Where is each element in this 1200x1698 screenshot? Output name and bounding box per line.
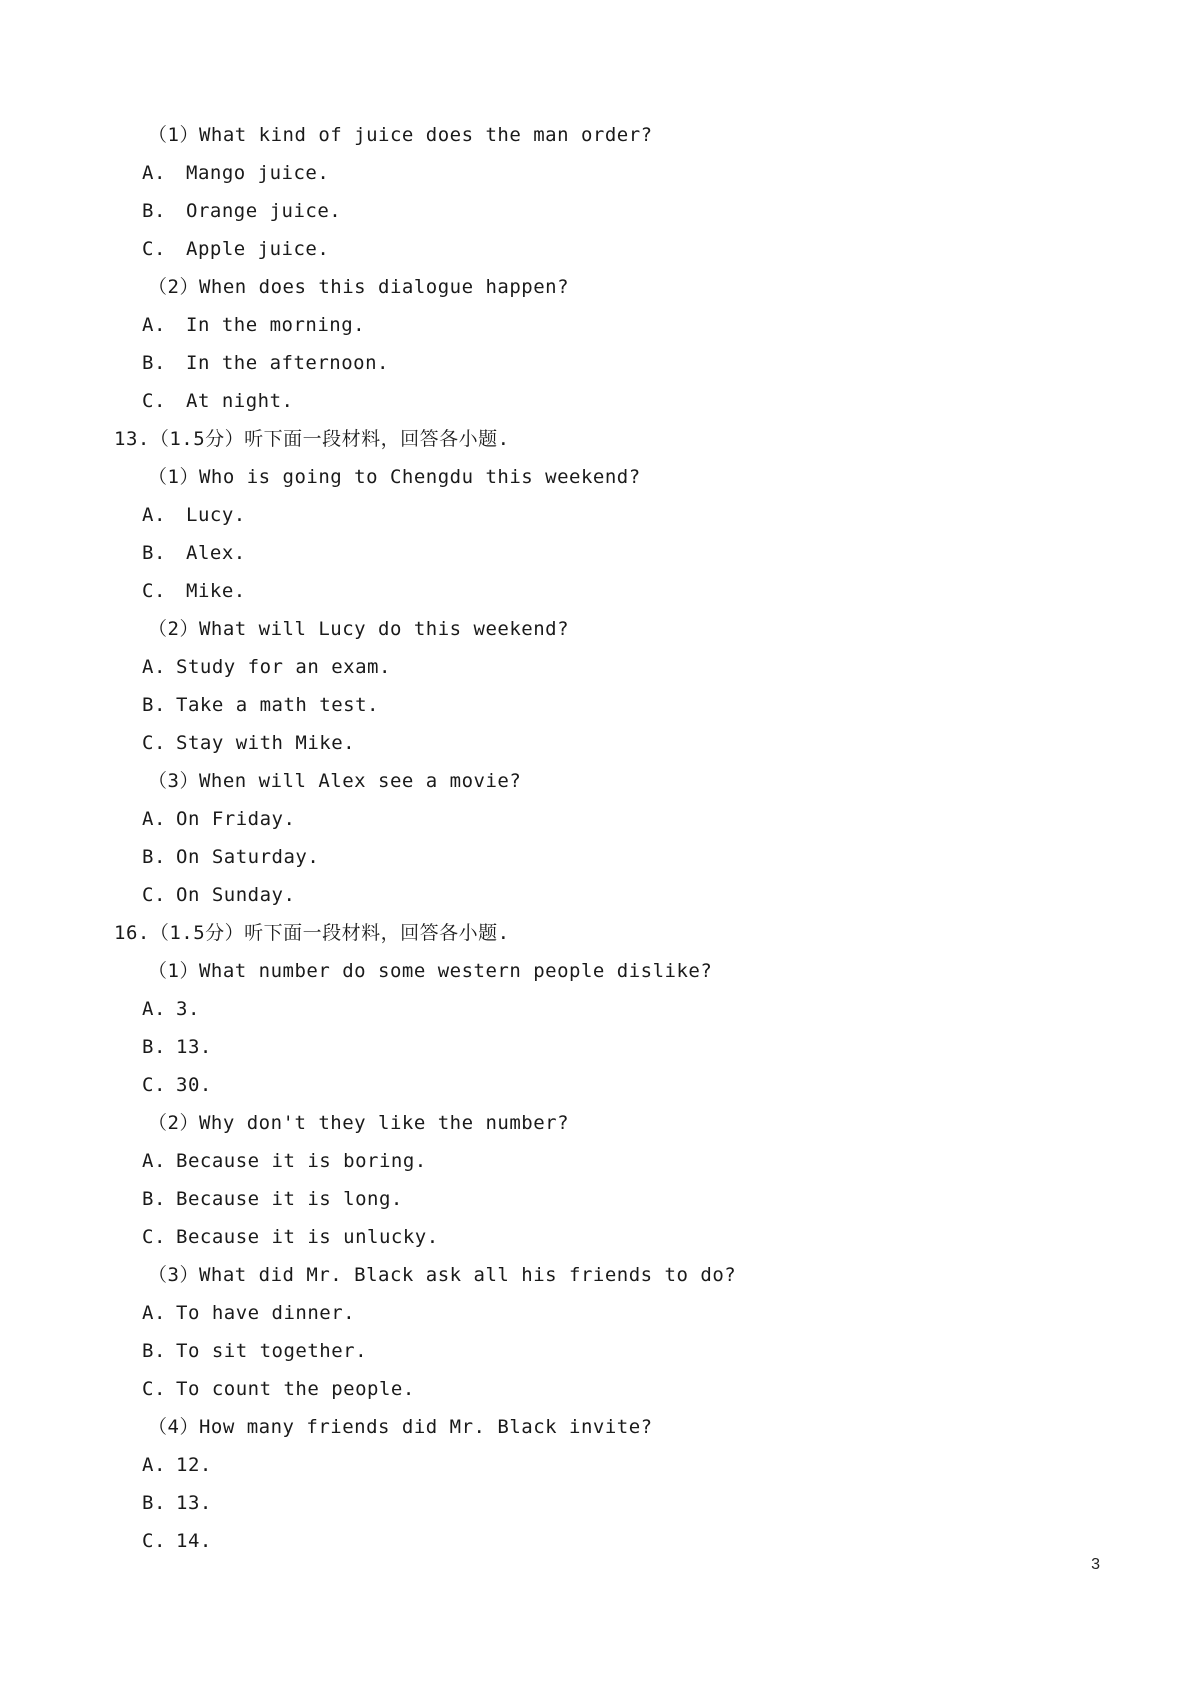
option-text: 12.: [176, 1454, 212, 1476]
option-text: Take a math test.: [176, 694, 379, 716]
question-a1: （1）What kind of juice does the man order?: [148, 124, 653, 146]
option-letter: C.: [142, 238, 166, 260]
option-letter: C.: [142, 1074, 166, 1096]
option-letter: A.: [142, 1302, 166, 1324]
option-text: To have dinner.: [176, 1302, 356, 1324]
option-text: 13.: [176, 1492, 212, 1514]
option-a1-b: [0, 192, 1200, 230]
option-text: 13.: [176, 1036, 212, 1058]
option-letter: C.: [142, 1378, 166, 1400]
option-letter: A.: [142, 656, 166, 678]
option-13-1-a: [0, 496, 1200, 534]
option-letter: C.: [142, 1530, 166, 1552]
option-a1-a: [0, 154, 1200, 192]
option-letter: B.: [142, 352, 166, 374]
option-text: On Sunday.: [176, 884, 296, 906]
option-text: Apple juice.: [186, 238, 330, 260]
option-16-4-c: [0, 1522, 1200, 1560]
option-16-1-c: [0, 1066, 1200, 1104]
option-16-4-a: [0, 1446, 1200, 1484]
question-16-4: （4）How many friends did Mr. Black invite?: [148, 1416, 653, 1438]
option-13-1-c: [0, 572, 1200, 610]
option-letter: B.: [142, 846, 166, 868]
option-text: On Saturday.: [176, 846, 320, 868]
option-letter: A.: [142, 162, 166, 184]
option-16-3-b: [0, 1332, 1200, 1370]
option-text: Alex.: [186, 542, 246, 564]
option-a2-a: [0, 306, 1200, 344]
option-letter: B.: [142, 694, 166, 716]
option-text: Lucy.: [186, 504, 246, 526]
question-16-3: （3）What did Mr. Black ask all his friends to do?: [148, 1264, 737, 1286]
option-13-3-a: [0, 800, 1200, 838]
option-16-1-a: [0, 990, 1200, 1028]
option-13-3-b: [0, 838, 1200, 876]
option-a1-c: [0, 230, 1200, 268]
option-letter: B.: [142, 1036, 166, 1058]
option-13-3-c: [0, 876, 1200, 914]
option-text: To sit together.: [176, 1340, 368, 1362]
option-letter: C.: [142, 884, 166, 906]
option-text: Mango juice.: [186, 162, 330, 184]
option-16-2-c: [0, 1218, 1200, 1256]
question-13-2: （2）What will Lucy do this weekend?: [148, 618, 570, 640]
question-16-1: （1）What number do some western people dislike?: [148, 960, 713, 982]
option-text: To count the people.: [176, 1378, 415, 1400]
question-a2: （2）When does this dialogue happen?: [148, 276, 570, 298]
option-letter: A.: [142, 998, 166, 1020]
option-letter: B.: [142, 1492, 166, 1514]
option-a2-c: [0, 382, 1200, 420]
option-letter: A.: [142, 314, 166, 336]
option-16-3-a: [0, 1294, 1200, 1332]
option-16-1-b: [0, 1028, 1200, 1066]
option-letter: A.: [142, 808, 166, 830]
option-text: 14.: [176, 1530, 212, 1552]
option-13-1-b: [0, 534, 1200, 572]
option-text: In the morning.: [186, 314, 366, 336]
option-letter: A.: [142, 504, 166, 526]
option-letter: B.: [142, 200, 166, 222]
option-13-2-a: [0, 648, 1200, 686]
option-13-2-c: [0, 724, 1200, 762]
question-13-1: （1）Who is going to Chengdu this weekend?: [148, 466, 641, 488]
option-letter: C.: [142, 580, 166, 602]
option-letter: A.: [142, 1454, 166, 1476]
option-text: Because it is long.: [176, 1188, 403, 1210]
question-13-3: （3）When will Alex see a movie?: [148, 770, 522, 792]
option-text: Mike.: [186, 580, 246, 602]
option-16-2-b: [0, 1180, 1200, 1218]
option-text: 30.: [176, 1074, 212, 1096]
option-text: On Friday.: [176, 808, 296, 830]
option-letter: C.: [142, 1226, 166, 1248]
option-letter: A.: [142, 1150, 166, 1172]
option-a2-b: [0, 344, 1200, 382]
question-16-2: （2）Why don't they like the number?: [148, 1112, 570, 1134]
option-text: In the afternoon.: [186, 352, 389, 374]
option-letter: C.: [142, 390, 166, 412]
option-text: Orange juice.: [186, 200, 342, 222]
question-header-13: 13.（1.5分）听下面一段材料，回答各小题.: [114, 428, 510, 450]
option-16-4-b: [0, 1484, 1200, 1522]
option-letter: C.: [142, 732, 166, 754]
option-text: Because it is unlucky.: [176, 1226, 439, 1248]
option-text: Because it is boring.: [176, 1150, 427, 1172]
question-list: [0, 116, 1200, 1560]
option-text: At night.: [186, 390, 294, 412]
option-letter: B.: [142, 542, 166, 564]
option-text: Study for an exam.: [176, 656, 391, 678]
option-letter: B.: [142, 1188, 166, 1210]
option-16-3-c: [0, 1370, 1200, 1408]
option-text: Stay with Mike.: [176, 732, 356, 754]
option-13-2-b: [0, 686, 1200, 724]
option-16-2-a: [0, 1142, 1200, 1180]
page-number: 3: [1091, 1556, 1100, 1573]
option-letter: B.: [142, 1340, 166, 1362]
option-text: 3.: [176, 998, 200, 1020]
question-header-16: 16.（1.5分）听下面一段材料，回答各小题.: [114, 922, 510, 944]
